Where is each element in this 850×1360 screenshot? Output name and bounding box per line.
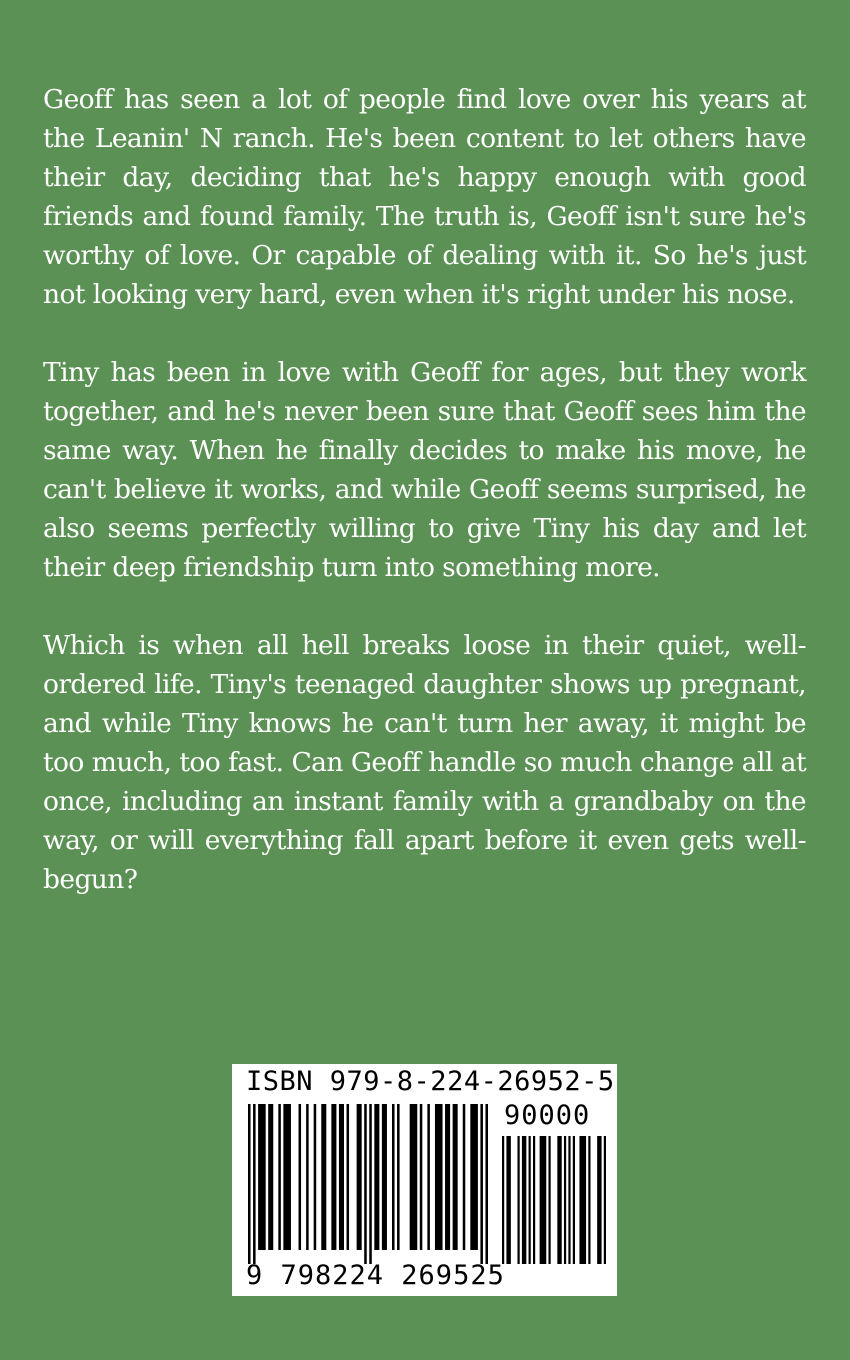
barcode-bar xyxy=(321,1104,326,1250)
barcode-bar xyxy=(579,1136,586,1264)
addon-barcode-bars xyxy=(502,1136,606,1264)
barcode-bar xyxy=(357,1104,362,1250)
barcode-bar xyxy=(597,1136,601,1264)
barcode-bar xyxy=(485,1104,488,1264)
barcode-bar xyxy=(453,1104,458,1250)
blurb-paragraph-3: Which is when all hell breaks loose in their quiet, well-ordered life. Tiny's teenaged daughter shows up pregnant, and while Tiny knows he can't turn her away, it might be too much, too fast. Can Geoff handle so much change all at once, including an instant family with a grandbaby on the way, or will everything fall apart before it even gets well-begun? xyxy=(43,630,806,895)
barcode-bar xyxy=(258,1104,266,1250)
barcode-bar xyxy=(382,1104,387,1250)
barcode-bar xyxy=(548,1136,550,1264)
barcode-bar xyxy=(564,1136,566,1264)
barcode-bar xyxy=(253,1104,256,1264)
barcode-bar xyxy=(533,1136,535,1264)
barcode-bar xyxy=(314,1104,317,1250)
main-barcode-bars xyxy=(248,1104,488,1264)
barcode-bar xyxy=(463,1104,466,1250)
ean-digits: 9 798224 269525 xyxy=(246,1260,505,1291)
barcode-bar xyxy=(268,1104,273,1250)
barcode-bar xyxy=(369,1104,372,1264)
barcode-bar xyxy=(248,1104,251,1264)
isbn-label: ISBN 979-8-224-26952-5 xyxy=(246,1066,615,1097)
barcode-bar xyxy=(278,1104,281,1250)
barcode-bar xyxy=(306,1104,309,1250)
barcode-bar xyxy=(529,1136,531,1264)
barcode-bar xyxy=(517,1136,519,1264)
barcode-bar xyxy=(420,1104,423,1250)
price-code: 90000 xyxy=(504,1100,591,1131)
barcode-bar xyxy=(480,1104,483,1264)
barcode-bar xyxy=(435,1104,443,1250)
barcode-bar xyxy=(573,1136,575,1264)
barcode-bar xyxy=(588,1136,590,1264)
barcode-bar xyxy=(339,1104,344,1250)
barcode-bar xyxy=(410,1104,418,1250)
blurb-text xyxy=(43,80,806,938)
barcode-bar xyxy=(445,1104,450,1250)
barcode-bar xyxy=(604,1136,606,1264)
barcode-bar xyxy=(568,1136,570,1264)
barcode-bar xyxy=(502,1136,504,1264)
barcode-bar xyxy=(331,1104,336,1250)
barcode-bar xyxy=(557,1136,561,1264)
barcode-bar xyxy=(283,1104,291,1250)
blurb-paragraph-1: Geoff has seen a lot of people find love over his years at the Leanin' N ranch. He's been content to let others have their day, deciding that he's happy enough with good friends and found family. The truth is, Geoff isn't sure he's worthy of love. Or capable of dealing with it. So he's just not looking very hard, even when it's right under his nose. xyxy=(43,84,806,310)
isbn-barcode xyxy=(232,1064,617,1296)
barcode-bar xyxy=(522,1136,526,1264)
barcode-bar xyxy=(506,1136,510,1264)
blurb-paragraph-2: Tiny has been in love with Geoff for ages, but they work together, and he's never been sure that Geoff sees him the same way. When he finally decides to make his move, he can't believe it works, and while Geoff seems surprised, he also seems perfectly willing to give Tiny his day and let their deep friendship turn into something more. xyxy=(43,357,806,583)
barcode-bar xyxy=(397,1104,400,1250)
barcode-bar xyxy=(374,1104,379,1250)
barcode-bar xyxy=(347,1104,350,1250)
barcode-bar xyxy=(299,1104,302,1250)
barcode-bar xyxy=(470,1104,478,1250)
barcode-bar xyxy=(364,1104,367,1264)
barcode-bar xyxy=(427,1104,430,1250)
barcode-bar xyxy=(392,1104,395,1250)
barcode-bar xyxy=(540,1136,547,1264)
